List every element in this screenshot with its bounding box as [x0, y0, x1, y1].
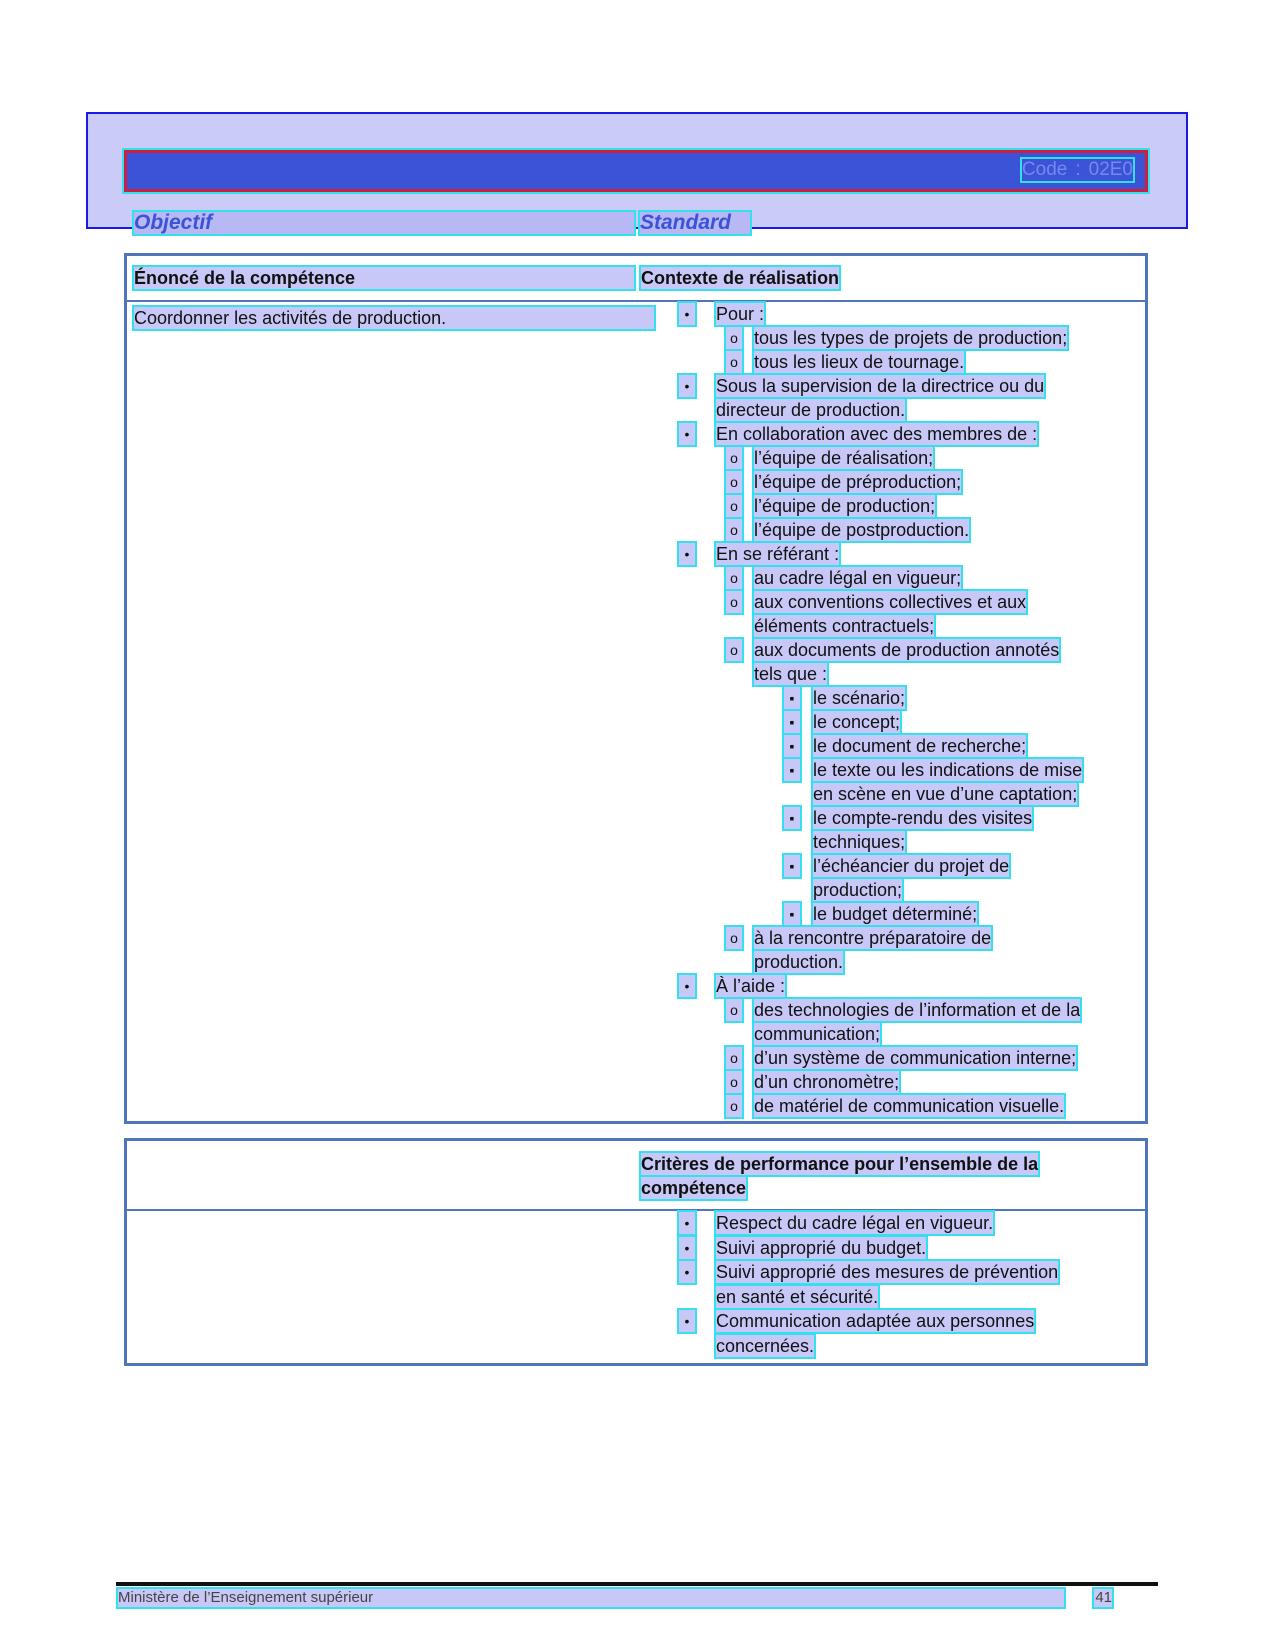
context-list-bullet: o [726, 351, 742, 373]
context-list-item: À l’aide : [716, 976, 786, 996]
context-list-bullet: o [726, 327, 742, 349]
context-list-item: le budget déterminé; [813, 904, 978, 924]
context-list-bullet: o [726, 1095, 742, 1117]
context-list-item: l’équipe de préproduction; [754, 472, 962, 492]
context-list-bullet: • [679, 375, 695, 397]
context-list-bullet: ▪ [784, 687, 800, 709]
context-list-bullet: o [726, 447, 742, 469]
criteria-heading-line2: compétence [641, 1178, 747, 1198]
context-list-item: Sous la supervision de la directrice ou du [716, 376, 1045, 396]
code-separator: : [1075, 159, 1081, 180]
criteria-list-item: Respect du cadre légal en vigueur. [716, 1213, 994, 1233]
context-list-bullet: o [726, 567, 742, 589]
context-list-item: des technologies de l’information et de la [754, 1000, 1081, 1020]
context-list-bullet: o [726, 495, 742, 517]
footer-ministry: Ministère de l’Enseignement supérieur [118, 1589, 1064, 1607]
criteria-list-item: concernées. [716, 1336, 815, 1356]
criteria-list-bullet: • [679, 1237, 695, 1259]
context-list-item: tous les types de projets de production; [754, 328, 1068, 348]
criteria-panel-divider [127, 1209, 1145, 1211]
criteria-list-item: en santé et sécurité. [716, 1286, 879, 1307]
context-list-item: production; [813, 880, 903, 900]
context-list-item: l’équipe de réalisation; [754, 448, 934, 468]
context-list-item: éléments contractuels; [754, 616, 935, 636]
context-list-item: le concept; [813, 712, 901, 732]
code-label: Code [1021, 159, 1068, 180]
footer-rule [116, 1582, 1158, 1586]
competence-statement: Coordonner les activités de production. [134, 307, 654, 329]
context-list-item: de matériel de communication visuelle. [754, 1096, 1065, 1116]
context-list-item: aux conventions collectives et aux [754, 592, 1027, 612]
context-panel-divider [127, 300, 1145, 302]
context-list-bullet: o [726, 927, 742, 949]
context-list-item: En se référant : [716, 544, 840, 564]
context-list-bullet: o [726, 519, 742, 541]
criteria-list-item: Suivi approprié du budget. [716, 1237, 927, 1258]
program-code [1022, 159, 1133, 181]
context-list-item: d’un chronomètre; [754, 1072, 900, 1092]
context-list-item: le compte-rendu des visites [813, 808, 1033, 828]
context-list-item: l’équipe de production; [754, 496, 936, 516]
criteria-heading-line1: Critères de performance pour l’ensemble de la [641, 1154, 1039, 1174]
standard-heading: Standard [640, 212, 750, 234]
context-list-bullet: o [726, 999, 742, 1021]
context-list-item: tous les lieux de tournage. [754, 352, 965, 372]
context-list-item: techniques; [813, 832, 906, 852]
context-list-bullet: ▪ [784, 759, 800, 781]
context-list-bullet: ▪ [784, 711, 800, 733]
context-list-item: au cadre légal en vigueur; [754, 568, 962, 588]
context-list-bullet: ▪ [784, 735, 800, 757]
context-list-bullet: o [726, 1047, 742, 1069]
context-list-item: tels que : [754, 664, 828, 684]
context-list-item: en scène en vue d’une captation; [813, 784, 1078, 804]
objectif-heading: Objectif [134, 212, 634, 234]
competence-heading: Énoncé de la compétence [134, 267, 634, 289]
context-list-bullet: ▪ [784, 855, 800, 877]
context-list-bullet: • [679, 543, 695, 565]
context-list-item: à la rencontre préparatoire de [754, 928, 992, 948]
context-list-bullet: • [679, 303, 695, 325]
context-list-item: le document de recherche; [813, 736, 1027, 756]
context-list-item: production. [754, 952, 844, 972]
context-heading: Contexte de réalisation [641, 268, 840, 288]
context-list-bullet: • [679, 423, 695, 445]
criteria-list-bullet: • [679, 1261, 695, 1283]
criteria-list-bullet: • [679, 1310, 695, 1332]
context-list-item: l’équipe de postproduction. [754, 520, 970, 540]
context-list-item: le texte ou les indications de mise [813, 760, 1083, 780]
context-list-item: directeur de production. [716, 400, 906, 420]
context-list-item: l’échéancier du projet de [813, 856, 1010, 876]
code-bar [124, 150, 1148, 192]
criteria-list-item: Communication adaptée aux personnes [716, 1311, 1035, 1332]
context-list-bullet: o [726, 639, 742, 661]
code-value: 02E0 [1088, 159, 1133, 180]
context-list-bullet: • [679, 975, 695, 997]
context-list-item: communication; [754, 1024, 881, 1044]
footer-page-number: 41 [1095, 1589, 1112, 1606]
criteria-list-bullet: • [679, 1212, 695, 1234]
context-list-bullet: ▪ [784, 807, 800, 829]
context-list-item: Pour : [716, 304, 765, 324]
context-list-bullet: ▪ [784, 903, 800, 925]
context-list-item: aux documents de production annotés [754, 640, 1060, 660]
context-list-bullet: o [726, 591, 742, 613]
context-list-item: En collaboration avec des membres de : [716, 424, 1038, 444]
context-list-bullet: o [726, 471, 742, 493]
context-list-bullet: o [726, 1071, 742, 1093]
context-list-item: le scénario; [813, 688, 906, 708]
context-list-item: d’un système de communication interne; [754, 1048, 1077, 1068]
criteria-list-item: Suivi approprié des mesures de prévention [716, 1262, 1059, 1283]
